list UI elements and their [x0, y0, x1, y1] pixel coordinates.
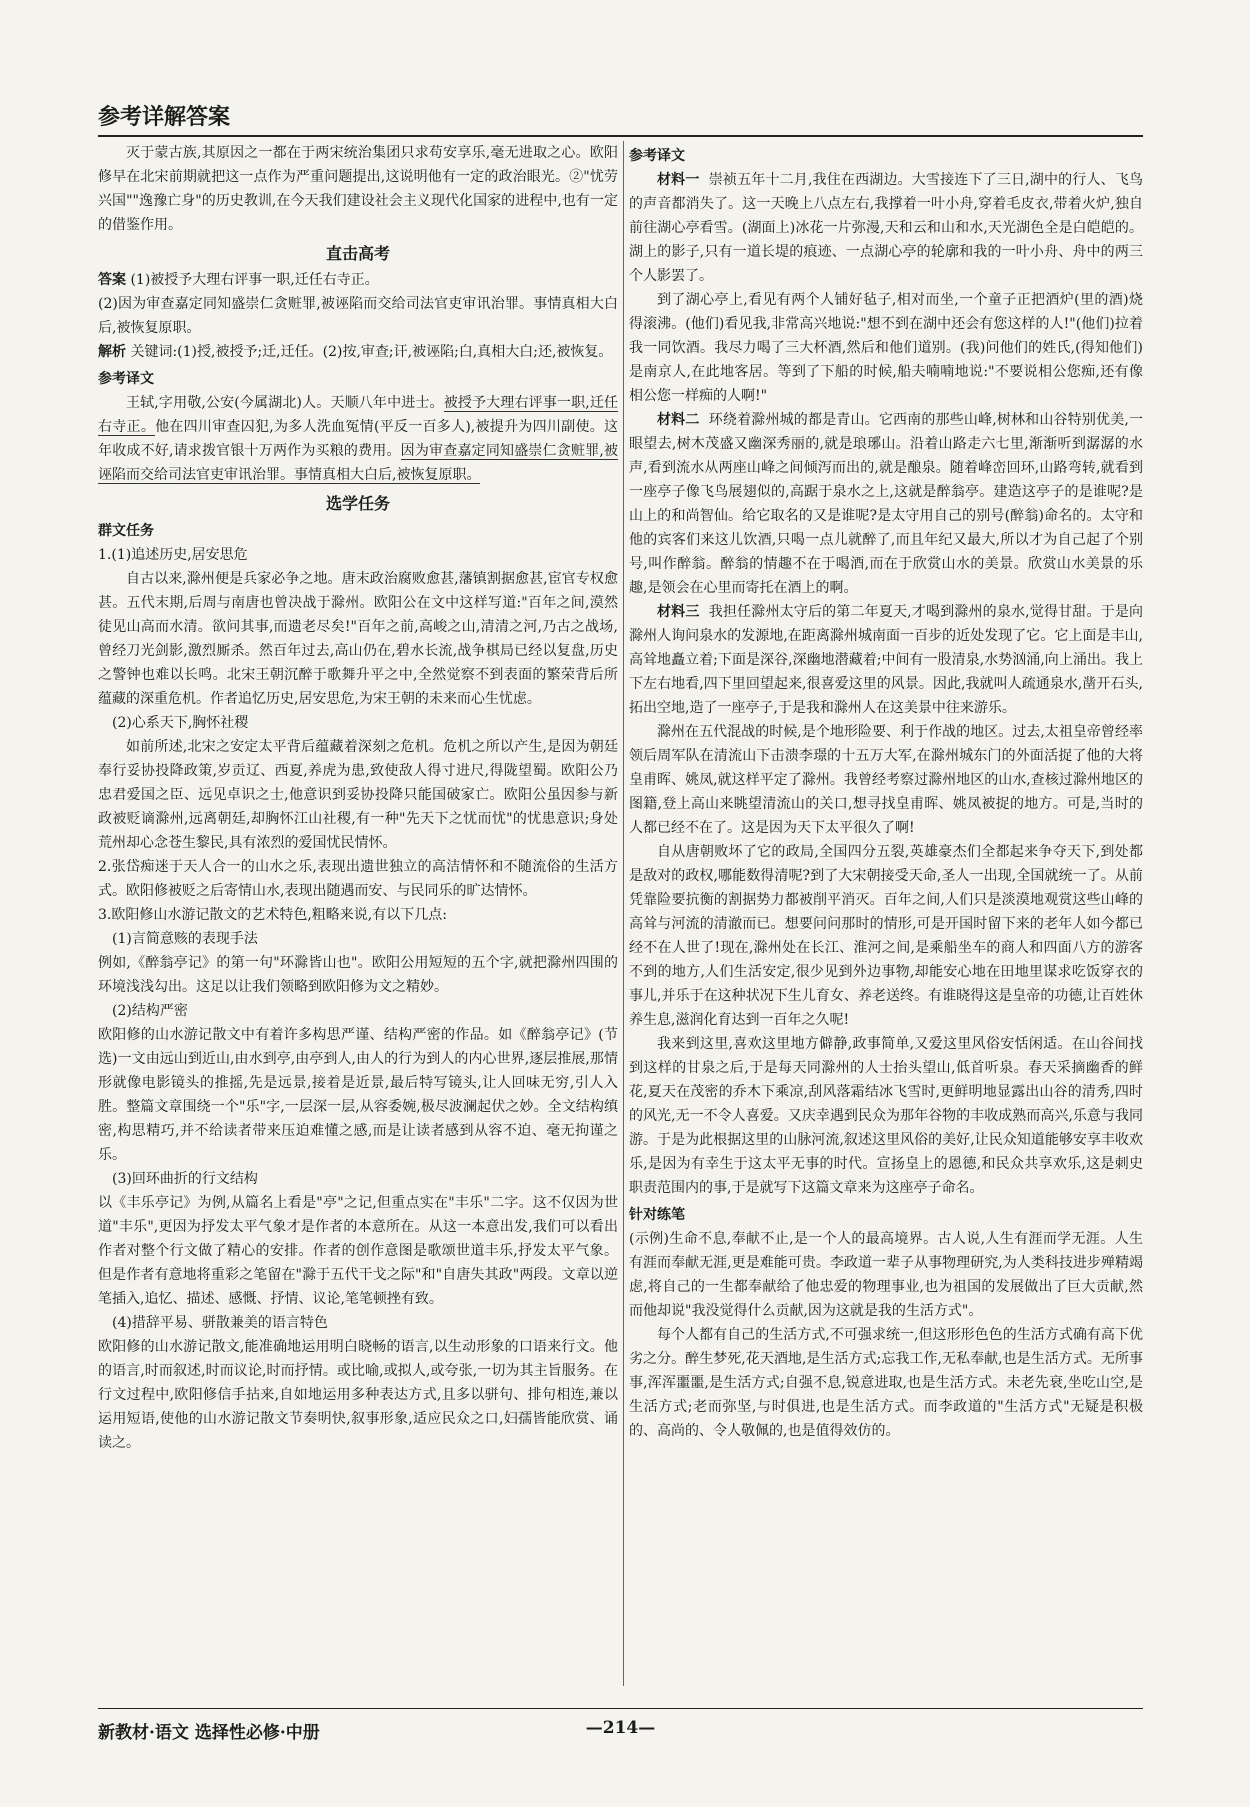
- left-column: [98, 141, 618, 1686]
- q3c-heading: (3)回环曲折的行文结构: [112, 1171, 258, 1187]
- page-number: —214—: [585, 1718, 656, 1738]
- right-translation-label: 参考译文: [629, 148, 685, 164]
- q2-text: 2.张岱痴迷于天人合一的山水之乐,表现出遗世独立的高洁情怀和不随流俗的生活方式。欧阳修被贬之后寄情山水,表现出随遇而安、与民同乐的旷达情怀。: [98, 859, 618, 899]
- material-2-label: 材料二: [657, 412, 700, 428]
- intro-paragraph: 灭于蒙古族,其原因之一都在于两宋统治集团只求苟安享乐,毫无进取之心。欧阳修早在北宋前期就把这一点作为严重问题提出,这说明他有一定的政治眼光。②"忧劳兴国""逸豫亡身"的历史教训,在今天我们建设社会主义现代化国家的进程中,也有一定的借鉴作用。: [98, 145, 618, 233]
- material-3-para-3: 自从唐朝败坏了它的政局,全国四分五裂,英雄豪杰们全都起来争夺天下,到处都是敌对的政权,哪能数得清呢?到了大宋朝接受天命,圣人一出现,全国就统一了。从前凭靠险要抗衡的割据势力都被削平消灭。百年之间,人们只是淡漠地观赏这些山峰的高耸与河流的清澈而已。想要问问那时的情形,可是开国时留下来的老年人如今都已经不在人世了!现在,滁州处在长江、淮河之间,是乘船坐车的商人和四面八方的游客不到的地方,人们生活安定,很少见到外边事物,却能安心地在田地里谋求吃饭穿衣的事儿,并乐于在这种状况下生儿育女、养老送终。有谁晓得这是皇帝的功德,让百姓休养生息,滋润化育达到一百年之久呢!: [629, 844, 1143, 1028]
- q1b-heading: (2)心系天下,胸怀社稷: [112, 715, 249, 731]
- answer-2: (2)因为审查嘉定同知盛崇仁贪赃罪,被诬陷而交给司法官吏审讯治罪。事情真相大白后,被恢复原职。: [98, 296, 618, 336]
- book-title: 新教材·语文 选择性必修·中册: [98, 1723, 320, 1743]
- q3b-heading: (2)结构严密: [112, 1003, 188, 1019]
- material-3-label: 材料三: [657, 604, 700, 620]
- q3d-text: 欧阳修的山水游记散文,能准确地运用明白晓畅的语言,以生动形象的口语来行文。他的语言,时而叙述,时而议论,时而抒情。或比喻,或拟人,或夸张,一切为其主旨服务。在行文过程中,欧阳修信手拈来,自如地运用多种表达方式,且多以骈句、排句相连,兼以运用短语,使他的山水游记散文节奏明快,叙事形象,适应民众之口,妇孺皆能欣赏、诵读之。: [98, 1339, 618, 1451]
- q1-heading: 1.(1)追述历史,居安思危: [98, 547, 248, 563]
- material-3-text: 我担任滁州太守后的第二年夏天,才喝到滁州的泉水,觉得甘甜。于是向滁州人询问泉水的发源地,在距离滁州城南面一百步的近处发现了它。它上面是丰山,高耸地矗立着;下面是深谷,深幽地潜藏着;中间有一股清泉,水势汹涌,向上涌出。我上下左右地看,四下里回望起来,很喜爱这里的风景。因此,我就叫人疏通泉水,凿开石头,拓出空地,造了一座亭子,于是我和滁州人在这美景中往来游乐。: [629, 604, 1143, 716]
- q3c-text: 以《丰乐亭记》为例,从篇名上看是"亭"之记,但重点实在"丰乐"二字。这不仅因为世道"丰乐",更因为抒发太平气象才是作者的本意所在。从这一本意出发,我们可以看出作者对整个行文做了精心的安排。作者的创作意图是歌颂世道丰乐,抒发太平气象。但是作者有意地将重彩之笔留在"滁于五代干戈之际"和"自唐失其政"两段。文章以逆笔插入,追忆、描述、感慨、抒情、议论,笔笔顿挫有致。: [98, 1195, 618, 1307]
- material-1-text: 崇祯五年十二月,我住在西湖边。大雪接连下了三日,湖中的行人、飞鸟的声音都消失了。这一天晚上八点左右,我撑着一叶小舟,穿着毛皮衣,带着火炉,独自前往湖心亭看雪。(湖面上)冰花一片弥漫,天和云和山和水,天光湖色全是白皑皑的。湖上的影子,只有一道长堤的痕迹、一点湖心亭的轮廓和我的一叶小舟、舟中的两三个人影罢了。: [629, 172, 1143, 284]
- group-task-label: 群文任务: [98, 523, 154, 539]
- material-1-text-2: 到了湖心亭上,看见有两个人铺好毡子,相对而坐,一个童子正把酒炉(里的酒)烧得滚沸。(他们)看见我,非常高兴地说:"想不到在湖中还会有您这样的人!"(他们)拉着我一同饮酒。我尽力喝了三大杯酒,然后和他们道别。(我)问他们的姓氏,(得知他们)是南京人,在此地客居。等到了下船的时候,船夫喃喃地说:"不要说相公您痴,还有像相公您一样痴的人啊!": [629, 292, 1143, 404]
- header-rule: [98, 135, 1143, 137]
- section-title-xuanxue: 选学任务: [325, 494, 390, 513]
- footer-rule: [98, 1708, 1143, 1709]
- right-column: [629, 141, 1143, 1686]
- writing-practice-label: 针对练笔: [629, 1207, 685, 1223]
- page-header-title: 参考详解答案: [98, 105, 231, 130]
- translation-paragraph: 王轼,字用敬,公安(今属湖北)人。天顺八年中进士。被授予大理右评事一职,迁任右寺正。他在四川审查囚犯,为多人洗血冤情(平反一百多人),被提升为四川副使。这年收成不好,请求拨官银十万两作为买粮的费用。因为审查嘉定同知盛崇仁贪赃罪,被诬陷而交给司法官吏审讯治罪。事情真相大白后,被恢复原职。: [98, 395, 618, 483]
- material-2-text: 环绕着滁州城的都是青山。它西南的那些山峰,树林和山谷特别优美,一眼望去,树木茂盛又幽深秀丽的,就是琅琊山。沿着山路走六七里,渐渐听到潺潺的水声,看到流水从两座山峰之间倾泻而出的,就是酿泉。随着峰峦回环,山路弯转,就看到一座亭子像飞鸟展翅似的,高踞于泉水之上,这就是醉翁亭。建造这亭子的是谁呢?是山上的和尚智仙。给它取名的又是谁呢?是太守用自己的别号(醉翁)命名的。太守和他的宾客们来这儿饮酒,只喝一点儿就醉了,而且年纪又最大,所以才为自己起了个别号,叫作醉翁。醉翁的情趣不在于喝酒,而在于欣赏山水的美景。欣赏山水美景的乐趣,是领会在心里而寄托在酒上的啊。: [629, 412, 1143, 596]
- q1b-text: 如前所述,北宋之安定太平背后蕴藏着深刻之危机。危机之所以产生,是因为朝廷奉行妥协投降政策,岁贡辽、西夏,养虎为患,致使敌人得寸进尺,得陇望蜀。欧阳公乃忠君爱国之臣、远见卓识之士,他意识到妥协投降只能国破家亡。欧阳公虽因参与新政被贬谪滁州,远离朝廷,却胸怀江山社稷,有一种"先天下之忧而忧"的忧患意识;身处荒州却心念苍生黎民,具有浓烈的爱国忧民情怀。: [98, 739, 618, 851]
- analysis-text: 关键词:(1)授,被授予;迁,迁任。(2)按,审查;讦,被诬陷;白,真相大白;还,被恢复。: [130, 344, 613, 360]
- q3d-heading: (4)措辞平易、骈散兼美的语言特色: [112, 1315, 328, 1331]
- writing-practice-text-2: 每个人都有自己的生活方式,不可强求统一,但这形形色色的生活方式确有高下优劣之分。醉生梦死,花天酒地,是生活方式;忘我工作,无私奉献,也是生活方式。无所事事,浑浑噩噩,是生活方式;自强不息,锐意进取,也是生活方式。未老先衰,坐吃山空,是生活方式;老而弥坚,与时俱进,也是生活方式。而李政道的"生活方式"无疑是积极的、高尚的、令人敬佩的,也是值得效仿的。: [629, 1327, 1143, 1439]
- analysis-label: 解析: [98, 344, 126, 360]
- q3a-heading: (1)言简意赅的表现手法: [112, 931, 258, 947]
- translation-label: 参考译文: [98, 371, 154, 387]
- material-3-para-4: 我来到这里,喜欢这里地方僻静,政事简单,又爱这里风俗安恬闲适。在山谷间找到这样的甘泉之后,于是每天同滁州的人士抬头望山,低首听泉。春天采摘幽香的鲜花,夏天在茂密的乔木下乘凉,刮风落霜结冰飞雪时,更鲜明地显露出山谷的清秀,四时的风光,无一不令人喜爱。又庆幸遇到民众为那年谷物的丰收成熟而高兴,乐意与我同游。于是为此根据这里的山脉河流,叙述这里风俗的美好,让民众知道能够安享丰收欢乐,是因为有幸生于这太平无事的时代。宣扬皇上的恩德,和民众共享欢乐,这是刺史职责范围内的事,于是就写下这篇文章来为这座亭子命名。: [629, 1036, 1143, 1196]
- answer-label: 答案: [98, 272, 126, 288]
- writing-practice-text: (示例)生命不息,奉献不止,是一个人的最高境界。古人说,人生有涯而学无涯。人生有涯而奉献无涯,更是难能可贵。李政道一辈子从事物理研究,为人类科技进步殚精竭虑,将自己的一生都奉献给了他忠爱的物理事业,也为祖国的发展做出了巨大贡献,然而他却说"我没觉得什么贡献,因为这就是我的生活方式"。: [629, 1231, 1143, 1319]
- answer-1: (1)被授予大理右评事一职,迁任右寺正。: [130, 272, 379, 288]
- material-3-para-2: 滁州在五代混战的时候,是个地形险要、利于作战的地区。过去,太祖皇帝曾经率领后周军队在清流山下击溃李璟的十五万大军,在滁州城东门的外面活捉了他的大将皇甫晖、姚凤,就这样平定了滁州。我曾经考察过滁州地区的山水,查核过滁州地区的图籍,登上高山来眺望清流山的关口,想寻找皇甫晖、姚凤被捉的地方。可是,当时的人都已经不在了。这是因为天下太平很久了啊!: [629, 724, 1143, 836]
- material-1-label: 材料一: [657, 172, 700, 188]
- q3a-text: 例如,《醉翁亭记》的第一句"环滁皆山也"。欧阳公用短短的五个字,就把滁州四围的环境浅浅勾出。这足以让我们领略到欧阳修为文之精妙。: [98, 955, 618, 995]
- q1-text: 自古以来,滁州便是兵家必争之地。唐末政治腐败愈甚,藩镇割据愈甚,宦官专权愈甚。五代末期,后周与南唐也曾决战于滁州。欧阳公在文中这样写道:"百年之间,漠然徒见山高而水清。欲问其事,而遗老尽矣!"百年之前,高峻之山,清清之河,乃古之战场,曾经刀光剑影,激烈厮杀。然百年过去,高山仍在,碧水长流,战争棋局已经以复盘,历史之警钟也难以长鸣。北宋王朝沉醉于歌舞升平之中,全然觉察不到表面的繁荣背后所蕴藏的深重危机。作者追忆历史,居安思危,为宋王朝的未来而心生忧虑。: [98, 571, 618, 707]
- q3-heading: 3.欧阳修山水游记散文的艺术特色,粗略来说,有以下几点:: [98, 907, 447, 923]
- section-title-zhiji: 直击高考: [325, 244, 390, 263]
- column-divider: [623, 141, 624, 1686]
- q3b-text: 欧阳修的山水游记散文中有着许多构思严谨、结构严密的作品。如《醉翁亭记》(节选)一文由远山到近山,由水到亭,由亭到人,由人的行为到人的内心世界,逐层推展,那情形就像电影镜头的推摇,先是远景,接着是近景,最后特写镜头,让人回味无穷,引人入胜。整篇文章围绕一个"乐"字,一层深一层,从容委婉,极尽波澜起伏之妙。全文结构缜密,构思精巧,并不给读者带来压迫难懂之感,而是让读者感到从容不迫、毫无拘谨之乐。: [98, 1027, 618, 1163]
